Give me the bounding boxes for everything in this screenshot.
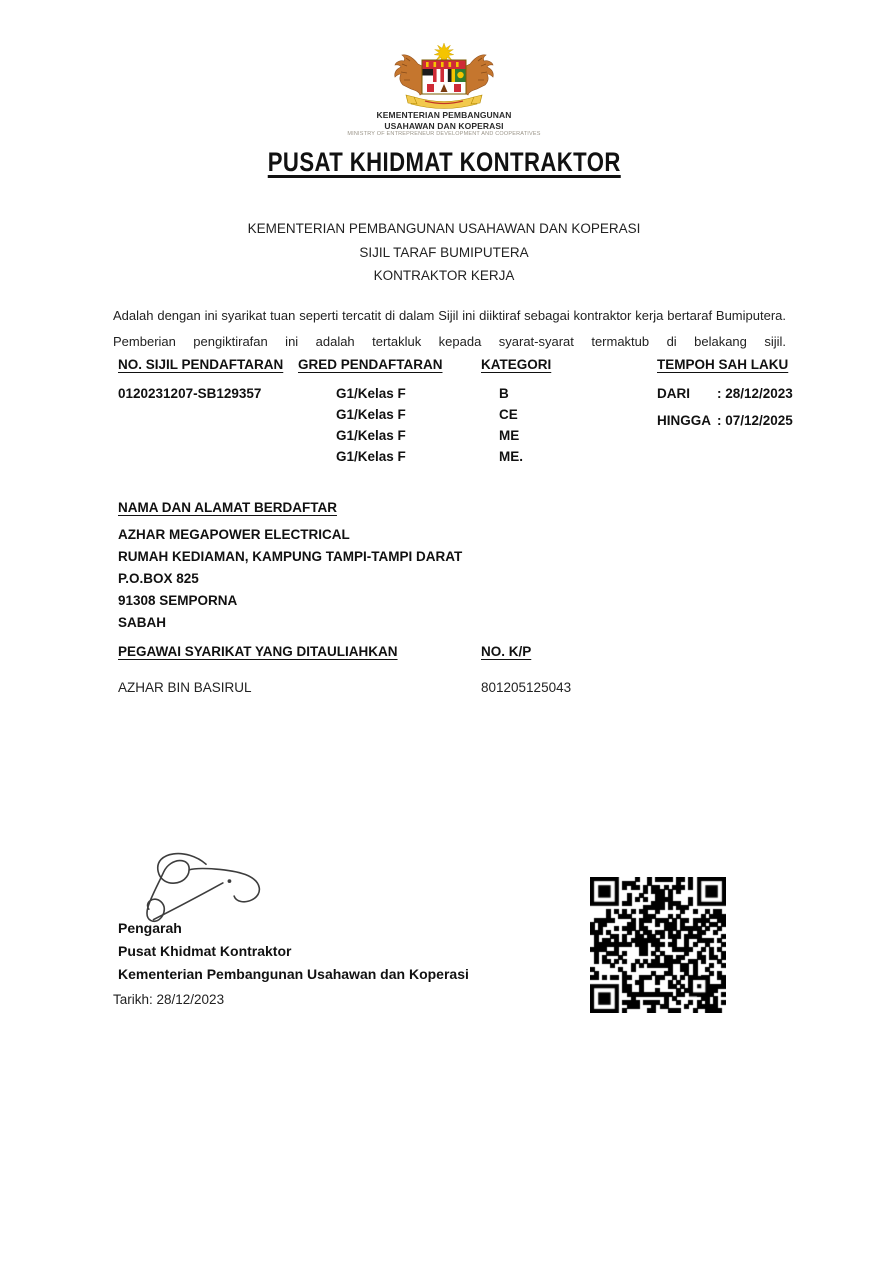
intro-paragraph (113, 303, 786, 355)
address-line: SABAH (118, 615, 167, 630)
header-gred-pendaftaran: GRED PENDAFTARAN (298, 357, 443, 372)
signatory-office: Pusat Khidmat Kontraktor (118, 943, 292, 959)
subtitle-kontraktor: KONTRAKTOR KERJA (373, 268, 515, 283)
header-no-kp: NO. K/P (481, 644, 532, 659)
ministry-name-line2: USAHAWAN DAN KOPERASI (384, 120, 504, 131)
gred-column (336, 383, 406, 467)
tempoh-dari-line (657, 383, 793, 404)
coat-of-arms-icon (380, 42, 508, 110)
header-tempoh-sah-laku: TEMPOH SAH LAKU (657, 357, 789, 372)
address-line: 91308 SEMPORNA (118, 593, 238, 608)
kategori-column (499, 383, 523, 467)
ministry-name-line1: KEMENTERIAN PEMBANGUNAN (376, 110, 512, 120)
signatory-block (118, 917, 469, 986)
company-name: AZHAR MEGAPOWER ELECTRICAL (118, 527, 350, 542)
kategori-row: B (499, 386, 509, 401)
registered-address (118, 524, 462, 634)
gred-row: G1/Kelas F (336, 449, 406, 464)
header-nama-alamat: NAMA DAN ALAMAT BERDAFTAR (118, 500, 337, 515)
hingga-value: : 07/12/2025 (717, 413, 793, 428)
intro-line2: Pemberian pengiktirafan ini adalah tertakluk kepada syarat-syarat termaktub di belakang sijil. (113, 334, 786, 349)
crest-block (0, 42, 888, 138)
gred-row: G1/Kelas F (336, 407, 406, 422)
page-title: PUSAT KHIDMAT KONTRAKTOR (267, 147, 621, 177)
signatory-ministry: Kementerian Pembangunan Usahawan dan Koperasi (118, 966, 469, 982)
hingga-label: HINGGA (657, 413, 711, 428)
ministry-name-english: MINISTRY OF ENTREPRENEUR DEVELOPMENT AND COOPERATIVES (347, 131, 541, 137)
tempoh-hingga-line (657, 410, 793, 431)
subtitle-sijil: SIJIL TARAF BUMIPUTERA (359, 244, 529, 260)
no-sijil-value: 0120231207-SB129357 (118, 386, 262, 401)
header-no-sijil-pendaftaran: NO. SIJIL PENDAFTARAN (118, 357, 284, 372)
certificate-subtitle (0, 217, 888, 288)
subtitle-ministry: KEMENTERIAN PEMBANGUNAN USAHAWAN DAN KOPERASI (247, 221, 641, 236)
page-title-wrap (0, 147, 888, 178)
officer-kp-number: 801205125043 (481, 680, 572, 695)
dari-label: DARI (657, 386, 690, 401)
gred-row: G1/Kelas F (336, 386, 406, 401)
issue-date: Tarikh: 28/12/2023 (113, 992, 225, 1007)
kategori-row: CE (499, 407, 518, 422)
header-kategori: KATEGORI (481, 357, 552, 372)
address-line: RUMAH KEDIAMAN, KAMPUNG TAMPI-TAMPI DARAT (118, 549, 463, 564)
kategori-row: ME (499, 428, 520, 443)
dari-value: : 28/12/2023 (717, 386, 793, 401)
officer-name: AZHAR BIN BASIRUL (118, 680, 252, 695)
header-pegawai: PEGAWAI SYARIKAT YANG DITAULIAHKAN (118, 644, 398, 659)
signatory-title: Pengarah (118, 920, 182, 936)
intro-line1: Adalah dengan ini syarikat tuan seperti tercatit di dalam Sijil ini diiktiraf sebagai kontraktor kerja bertaraf Bumiputera. (113, 308, 786, 323)
kategori-row: ME. (499, 449, 524, 464)
gred-row: G1/Kelas F (336, 428, 406, 443)
qr-code (590, 877, 726, 1013)
address-line: P.O.BOX 825 (118, 571, 199, 586)
